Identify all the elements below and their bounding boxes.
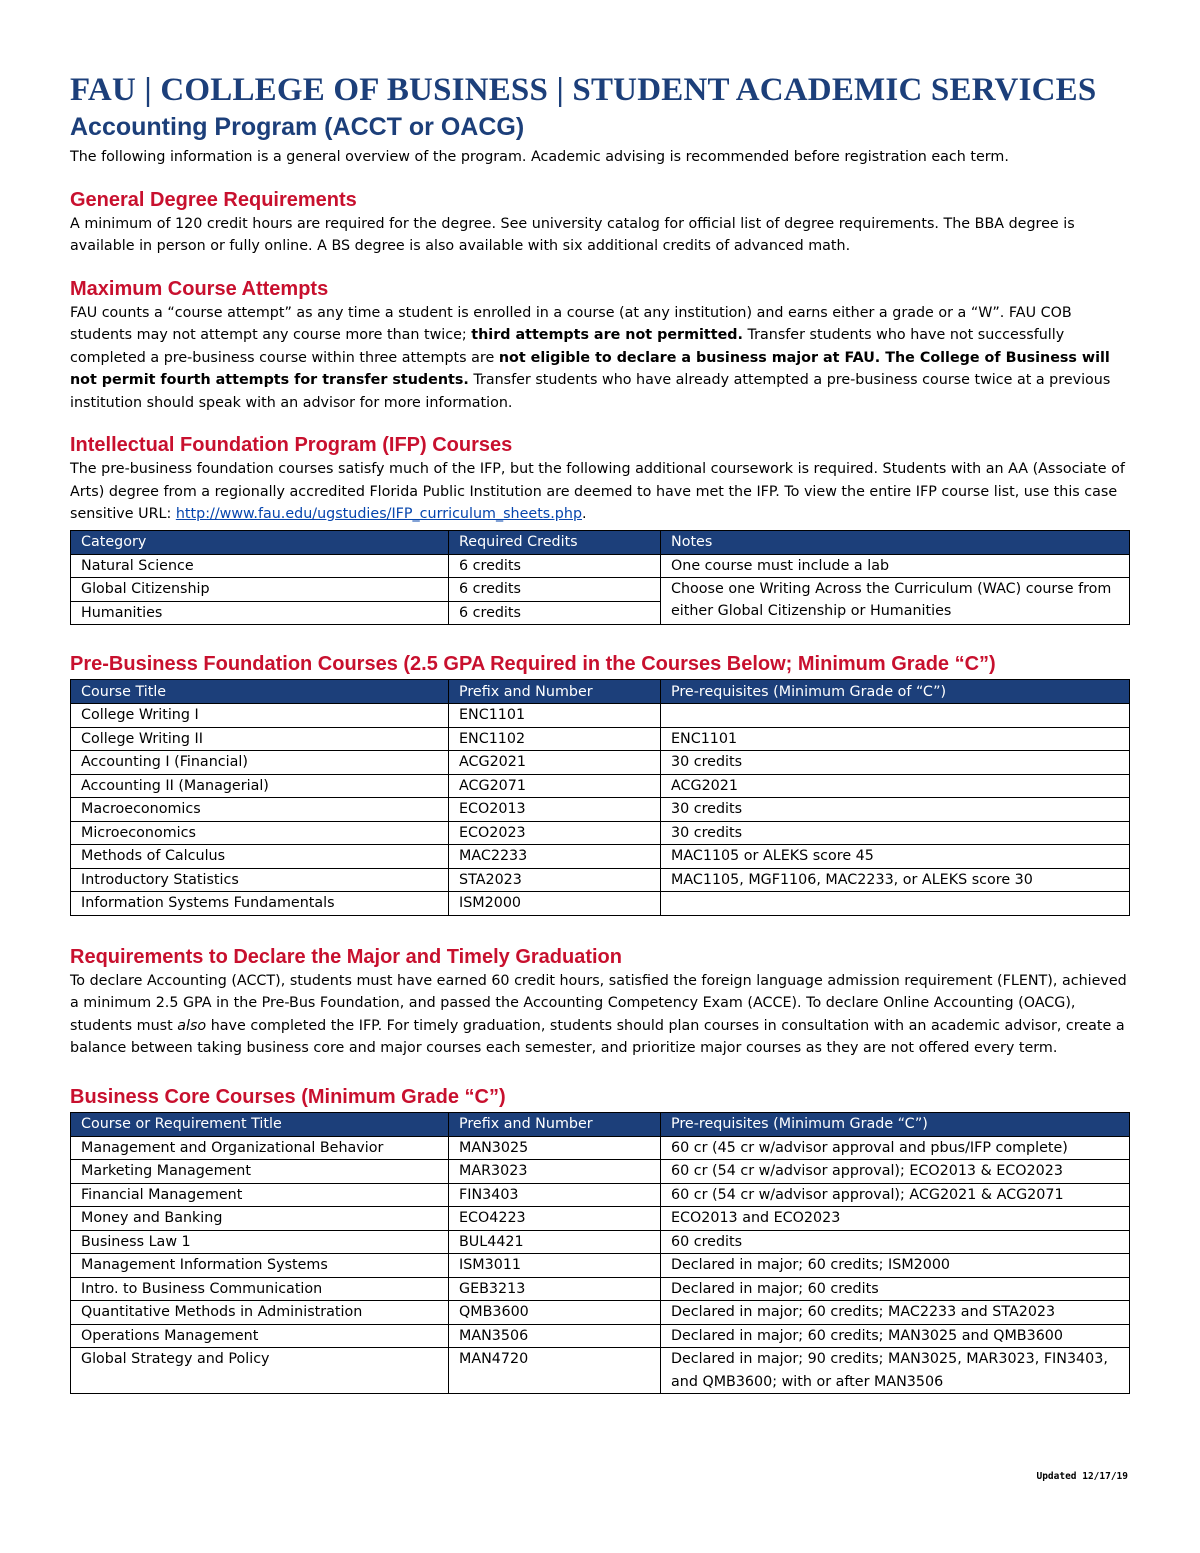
table-cell: Declared in major; 90 credits; MAN3025, MAR3023, FIN3403, and QMB3600; with or after MAN3506 bbox=[661, 1348, 1130, 1394]
table-cell: FIN3403 bbox=[449, 1183, 661, 1207]
table-cell: Money and Banking bbox=[71, 1207, 449, 1231]
table-cell: Microeconomics bbox=[71, 821, 449, 845]
table-cell: 60 cr (45 cr w/advisor approval and pbus/IFP complete) bbox=[661, 1136, 1130, 1160]
table-row bbox=[71, 704, 1130, 728]
column-header: Prefix and Number bbox=[449, 680, 661, 704]
table-cell: 30 credits bbox=[661, 821, 1130, 845]
business-core-heading: Business Core Courses (Minimum Grade “C”) bbox=[70, 1085, 506, 1108]
table-cell: Global Strategy and Policy bbox=[71, 1348, 449, 1394]
table-cell: Financial Management bbox=[71, 1183, 449, 1207]
ifp-heading: Intellectual Foundation Program (IFP) Courses bbox=[70, 434, 513, 456]
table-cell: STA2023 bbox=[449, 868, 661, 892]
table-cell: MAN3025 bbox=[449, 1136, 661, 1160]
table-cell: BUL4421 bbox=[449, 1230, 661, 1254]
table-row bbox=[71, 727, 1130, 751]
table-cell: 60 cr (54 cr w/advisor approval); ACG2021 & ACG2071 bbox=[661, 1183, 1130, 1207]
course-attempts-heading: Maximum Course Attempts bbox=[70, 277, 329, 300]
ifp-table bbox=[70, 530, 1130, 626]
table-cell: College Writing II bbox=[71, 727, 449, 751]
business-core-table bbox=[70, 1112, 1130, 1395]
table-row bbox=[71, 821, 1130, 845]
table-cell: 30 credits bbox=[661, 798, 1130, 822]
table-row bbox=[71, 1254, 1130, 1278]
table-cell: MAR3023 bbox=[449, 1160, 661, 1184]
table-row bbox=[71, 798, 1130, 822]
table-cell: MAN4720 bbox=[449, 1348, 661, 1394]
ifp-text: The pre-business foundation courses satisfy much of the IFP, but the following additional coursework is required. Students with an AA (Associate of Arts) degree from a regionally accredited Florida Public Institution are deemed to have met the IFP. To view the entire IFP course list, use this case sensitive URL: http://www.fau.edu/ugstudies/IFP_curriculum_sheets.php. bbox=[70, 461, 1125, 522]
table-cell: ISM3011 bbox=[449, 1254, 661, 1278]
table-cell bbox=[661, 704, 1130, 728]
table-cell: Declared in major; 60 credits; ISM2000 bbox=[661, 1254, 1130, 1278]
declare-major-text: To declare Accounting (ACCT), students must have earned 60 credit hours, satisfied the foreign language admission requirement (FLENT), achieved a minimum 2.5 GPA in the Pre-Bus Foundation, and passed the Accounting Competency Exam (ACCE). To declare Online Accounting (OACG), students must also have completed the IFP. For timely graduation, students should plan courses in consultation with an academic advisor, create a balance between taking business core and major courses each semester, and prioritize major courses as they are not offered every term. bbox=[70, 972, 1127, 1056]
prebusiness-heading: Pre-Business Foundation Courses (2.5 GPA Required in the Courses Below; Minimum Grade “C”) bbox=[70, 653, 996, 675]
table-cell: ENC1101 bbox=[661, 727, 1130, 751]
table-cell: ACG2071 bbox=[449, 774, 661, 798]
table-cell: ENC1102 bbox=[449, 727, 661, 751]
table-cell: ECO2013 and ECO2023 bbox=[661, 1207, 1130, 1231]
table-cell: ISM2000 bbox=[449, 892, 661, 916]
table-cell: Management Information Systems bbox=[71, 1254, 449, 1278]
table-row bbox=[71, 892, 1130, 916]
table-cell: ACG2021 bbox=[661, 774, 1130, 798]
table-cell: MAC1105, MGF1106, MAC2233, or ALEKS score 30 bbox=[661, 868, 1130, 892]
table-cell: 60 cr (54 cr w/advisor approval); ECO2013 & ECO2023 bbox=[661, 1160, 1130, 1184]
table-row bbox=[71, 774, 1130, 798]
table-row bbox=[71, 845, 1130, 869]
declare-major-heading: Requirements to Declare the Major and Timely Graduation bbox=[70, 945, 622, 968]
table-cell: Intro. to Business Communication bbox=[71, 1277, 449, 1301]
column-header: Course or Requirement Title bbox=[71, 1112, 449, 1136]
college-banner: FAU | COLLEGE OF BUSINESS | STUDENT ACADEMIC SERVICES bbox=[70, 72, 1097, 108]
table-cell: MAN3506 bbox=[449, 1324, 661, 1348]
table-cell: Declared in major; 60 credits; MAC2233 and STA2023 bbox=[661, 1301, 1130, 1325]
table-cell: Information Systems Fundamentals bbox=[71, 892, 449, 916]
table-row: Global Citizenship 6 credits Choose one Writing Across the Curriculum (WAC) course from either Global Citizenship or Humanities bbox=[71, 578, 1130, 602]
table-row bbox=[71, 1183, 1130, 1207]
table-cell: ACG2021 bbox=[449, 751, 661, 775]
table-cell: Business Law 1 bbox=[71, 1230, 449, 1254]
table-cell: MAC1105 or ALEKS score 45 bbox=[661, 845, 1130, 869]
document-page bbox=[70, 72, 1130, 1394]
column-header: Pre-requisites (Minimum Grade “C”) bbox=[661, 1112, 1130, 1136]
table-cell: Accounting I (Financial) bbox=[71, 751, 449, 775]
table-row bbox=[71, 1136, 1130, 1160]
table-row bbox=[71, 1348, 1130, 1394]
table-cell: Marketing Management bbox=[71, 1160, 449, 1184]
table-cell: Methods of Calculus bbox=[71, 845, 449, 869]
table-cell: Operations Management bbox=[71, 1324, 449, 1348]
table-row bbox=[71, 1324, 1130, 1348]
table-cell: College Writing I bbox=[71, 704, 449, 728]
table-row bbox=[71, 868, 1130, 892]
table-cell: Declared in major; 60 credits bbox=[661, 1277, 1130, 1301]
intro-text: The following information is a general overview of the program. Academic advising is recommended before registration each term. bbox=[70, 149, 1009, 165]
table-cell: 30 credits bbox=[661, 751, 1130, 775]
table-row bbox=[71, 1160, 1130, 1184]
prebusiness-table bbox=[70, 679, 1130, 916]
table-cell: 60 credits bbox=[661, 1230, 1130, 1254]
table-cell: Management and Organizational Behavior bbox=[71, 1136, 449, 1160]
table-row: Humanities 6 credits bbox=[71, 601, 1130, 625]
table-cell bbox=[661, 892, 1130, 916]
table-row bbox=[71, 1207, 1130, 1231]
table-cell: ECO2013 bbox=[449, 798, 661, 822]
table-cell: ECO2023 bbox=[449, 821, 661, 845]
wac-note: Choose one Writing Across the Curriculum (WAC) course from either Global Citizenship or Humanities bbox=[661, 578, 1130, 625]
table-cell: Accounting II (Managerial) bbox=[71, 774, 449, 798]
course-attempts-text: FAU counts a “course attempt” as any time a student is enrolled in a course (at any institution) and earns either a grade or a “W”. FAU COB students may not attempt any course more than twice; third attempts are not permitted. Transfer students who have not successfully completed a pre-business course within three attempts are not eligible to declare a business major at FAU. The College of Business will not permit fourth attempts for transfer students. Transfer students who have already attempted a pre-business course twice at a previous institution should speak with an advisor for more information. bbox=[70, 304, 1111, 411]
table-row: Natural Science 6 credits One course must include a lab bbox=[71, 554, 1130, 578]
table-cell: QMB3600 bbox=[449, 1301, 661, 1325]
table-row bbox=[71, 1301, 1130, 1325]
table-cell: Macroeconomics bbox=[71, 798, 449, 822]
table-cell: MAC2233 bbox=[449, 845, 661, 869]
column-header: Category bbox=[71, 530, 449, 554]
column-header: Pre-requisites (Minimum Grade of “C”) bbox=[661, 680, 1130, 704]
table-row bbox=[71, 1277, 1130, 1301]
general-requirements-text: A minimum of 120 credit hours are required for the degree. See university catalog for official list of degree requirements. The BBA degree is available in person or fully online. A BS degree is also available with six additional credits of advanced math. bbox=[70, 215, 1075, 254]
table-cell: Declared in major; 60 credits; MAN3025 and QMB3600 bbox=[661, 1324, 1130, 1348]
column-header: Notes bbox=[661, 530, 1130, 554]
ifp-curriculum-link[interactable]: http://www.fau.edu/ugstudies/IFP_curriculum_sheets.php bbox=[175, 506, 583, 522]
updated-date: Updated 12/17/19 bbox=[1036, 1471, 1128, 1482]
column-header: Course Title bbox=[71, 680, 449, 704]
table-cell: ENC1101 bbox=[449, 704, 661, 728]
table-cell: Introductory Statistics bbox=[71, 868, 449, 892]
table-cell: GEB3213 bbox=[449, 1277, 661, 1301]
table-cell: Quantitative Methods in Administration bbox=[71, 1301, 449, 1325]
column-header: Prefix and Number bbox=[449, 1112, 661, 1136]
table-row bbox=[71, 1230, 1130, 1254]
table-cell: ECO4223 bbox=[449, 1207, 661, 1231]
program-title: Accounting Program (ACCT or OACG) bbox=[70, 113, 525, 141]
general-requirements-heading: General Degree Requirements bbox=[70, 188, 357, 211]
table-row bbox=[71, 751, 1130, 775]
column-header: Required Credits bbox=[449, 530, 661, 554]
